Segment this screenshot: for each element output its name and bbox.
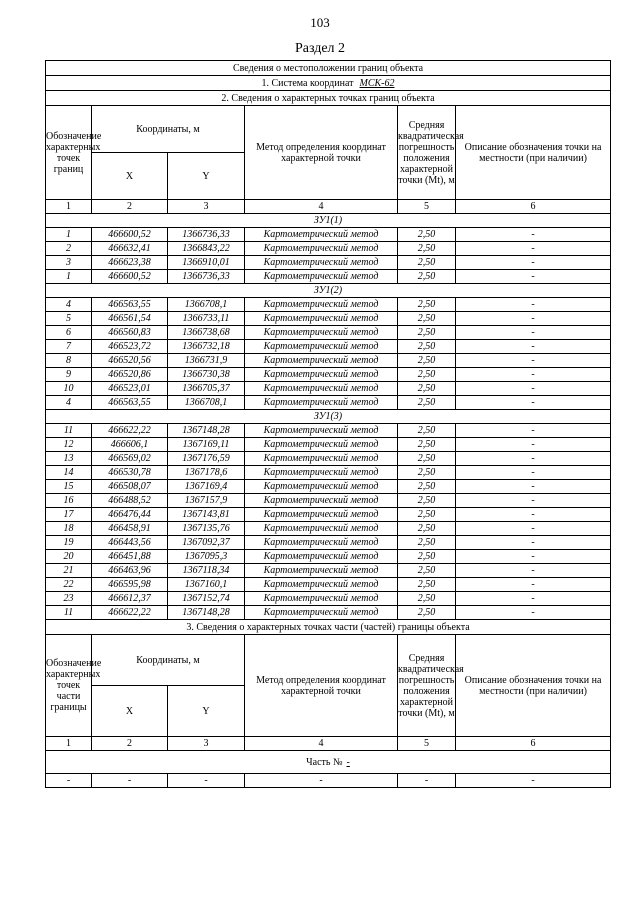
point-number-cell: 5 bbox=[46, 312, 92, 326]
part-header-accuracy: Средняя квадратическая погрешность положения характерной точки (Mt), м bbox=[398, 635, 456, 737]
description-cell: - bbox=[456, 592, 611, 606]
method-cell: Картометрический метод bbox=[245, 466, 398, 480]
accuracy-cell: 2,50 bbox=[398, 298, 456, 312]
header-x: X bbox=[92, 153, 168, 200]
point-number-cell: 9 bbox=[46, 368, 92, 382]
part-empty-cell: - bbox=[456, 774, 611, 788]
description-cell: - bbox=[456, 494, 611, 508]
y-coordinate-cell: 1367169,4 bbox=[168, 480, 245, 494]
y-coordinate-cell: 1367176,59 bbox=[168, 452, 245, 466]
point-number-cell: 4 bbox=[46, 298, 92, 312]
point-number-cell: 4 bbox=[46, 396, 92, 410]
x-coordinate-cell: 466523,01 bbox=[92, 382, 168, 396]
description-cell: - bbox=[456, 312, 611, 326]
parcel-group-row bbox=[46, 284, 611, 298]
part-number: - bbox=[346, 756, 350, 768]
column-number: 2 bbox=[92, 737, 168, 751]
description-cell: - bbox=[456, 354, 611, 368]
description-cell: - bbox=[456, 550, 611, 564]
description-cell: - bbox=[456, 368, 611, 382]
method-cell: Картометрический метод bbox=[245, 536, 398, 550]
y-coordinate-cell: 1366843,22 bbox=[168, 242, 245, 256]
point-number-cell: 23 bbox=[46, 592, 92, 606]
accuracy-cell: 2,50 bbox=[398, 382, 456, 396]
parcel-group-name: ЗУ1(2) bbox=[46, 284, 611, 298]
method-cell: Картометрический метод bbox=[245, 480, 398, 494]
accuracy-cell: 2,50 bbox=[398, 550, 456, 564]
method-cell: Картометрический метод bbox=[245, 424, 398, 438]
x-coordinate-cell: 466458,91 bbox=[92, 522, 168, 536]
x-coordinate-cell: 466632,41 bbox=[92, 242, 168, 256]
method-cell: Картометрический метод bbox=[245, 228, 398, 242]
section-3-title: 3. Сведения о характерных точках части (частей) границы объекта bbox=[46, 620, 611, 635]
column-number: 4 bbox=[245, 200, 398, 214]
part-empty-cell: - bbox=[46, 774, 92, 788]
page-number: 103 bbox=[310, 15, 330, 30]
section-2-title-row bbox=[46, 91, 611, 106]
table-row bbox=[46, 382, 611, 396]
x-coordinate-cell: 466523,72 bbox=[92, 340, 168, 354]
header-method: Метод определения координат характерной точки bbox=[245, 106, 398, 200]
description-cell: - bbox=[456, 466, 611, 480]
point-number-cell: 10 bbox=[46, 382, 92, 396]
header-y: Y bbox=[168, 153, 245, 200]
method-cell: Картометрический метод bbox=[245, 298, 398, 312]
method-cell: Картометрический метод bbox=[245, 494, 398, 508]
description-cell: - bbox=[456, 508, 611, 522]
point-number-cell: 16 bbox=[46, 494, 92, 508]
x-coordinate-cell: 466530,78 bbox=[92, 466, 168, 480]
description-cell: - bbox=[456, 606, 611, 620]
method-cell: Картометрический метод bbox=[245, 564, 398, 578]
accuracy-cell: 2,50 bbox=[398, 564, 456, 578]
column-number: 1 bbox=[46, 737, 92, 751]
x-coordinate-cell: 466569,02 bbox=[92, 452, 168, 466]
description-cell: - bbox=[456, 522, 611, 536]
method-cell: Картометрический метод bbox=[245, 396, 398, 410]
y-coordinate-cell: 1367169,11 bbox=[168, 438, 245, 452]
method-cell: Картометрический метод bbox=[245, 592, 398, 606]
x-coordinate-cell: 466508,07 bbox=[92, 480, 168, 494]
description-cell: - bbox=[456, 424, 611, 438]
accuracy-cell: 2,50 bbox=[398, 536, 456, 550]
x-coordinate-cell: 466622,22 bbox=[92, 606, 168, 620]
point-number-cell: 17 bbox=[46, 508, 92, 522]
point-number-cell: 1 bbox=[46, 228, 92, 242]
point-number-cell: 12 bbox=[46, 438, 92, 452]
point-number-cell: 14 bbox=[46, 466, 92, 480]
part-header-point-designation: Обозначение характерных точек части границы bbox=[46, 635, 92, 737]
coord-system-label: 1. Система координат bbox=[261, 77, 354, 89]
point-number-cell: 6 bbox=[46, 326, 92, 340]
header-point-designation: Обозначение характерных точек границ bbox=[46, 106, 92, 200]
part-column-numbers-row bbox=[46, 737, 611, 751]
point-number-cell: 18 bbox=[46, 522, 92, 536]
header-description: Описание обозначения точки на местности (при наличии) bbox=[456, 106, 611, 200]
description-cell: - bbox=[456, 438, 611, 452]
x-coordinate-cell: 466451,88 bbox=[92, 550, 168, 564]
accuracy-cell: 2,50 bbox=[398, 452, 456, 466]
x-coordinate-cell: 466476,44 bbox=[92, 508, 168, 522]
table-row bbox=[46, 368, 611, 382]
table-row bbox=[46, 494, 611, 508]
header-coordinates: Координаты, м bbox=[92, 106, 245, 153]
point-number-cell: 15 bbox=[46, 480, 92, 494]
accuracy-cell: 2,50 bbox=[398, 494, 456, 508]
table-row bbox=[46, 564, 611, 578]
point-number-cell: 22 bbox=[46, 578, 92, 592]
method-cell: Картометрический метод bbox=[245, 578, 398, 592]
accuracy-cell: 2,50 bbox=[398, 438, 456, 452]
header-accuracy: Средняя квадратическая погрешность положения характерной точки (Mt), м bbox=[398, 106, 456, 200]
x-coordinate-cell: 466520,86 bbox=[92, 368, 168, 382]
description-cell: - bbox=[456, 452, 611, 466]
method-cell: Картометрический метод bbox=[245, 326, 398, 340]
point-number-cell: 11 bbox=[46, 606, 92, 620]
method-cell: Картометрический метод bbox=[245, 382, 398, 396]
accuracy-cell: 2,50 bbox=[398, 508, 456, 522]
table-title-row bbox=[46, 61, 611, 76]
part-empty-cell: - bbox=[245, 774, 398, 788]
x-coordinate-cell: 466606,1 bbox=[92, 438, 168, 452]
table-row bbox=[46, 522, 611, 536]
y-coordinate-cell: 1367092,37 bbox=[168, 536, 245, 550]
point-number-cell: 2 bbox=[46, 242, 92, 256]
method-cell: Картометрический метод bbox=[245, 368, 398, 382]
x-coordinate-cell: 466488,52 bbox=[92, 494, 168, 508]
part-label-cell bbox=[46, 751, 611, 774]
y-coordinate-cell: 1366738,68 bbox=[168, 326, 245, 340]
column-number: 6 bbox=[456, 737, 611, 751]
table-row bbox=[46, 452, 611, 466]
part-empty-cell: - bbox=[92, 774, 168, 788]
method-cell: Картометрический метод bbox=[245, 256, 398, 270]
column-number: 3 bbox=[168, 737, 245, 751]
method-cell: Картометрический метод bbox=[245, 270, 398, 284]
x-coordinate-cell: 466463,96 bbox=[92, 564, 168, 578]
part-header-description: Описание обозначения точки на местности (при наличии) bbox=[456, 635, 611, 737]
accuracy-cell: 2,50 bbox=[398, 242, 456, 256]
part-label-row bbox=[46, 751, 611, 774]
part-empty-cell: - bbox=[398, 774, 456, 788]
y-coordinate-cell: 1366731,9 bbox=[168, 354, 245, 368]
y-coordinate-cell: 1366730,38 bbox=[168, 368, 245, 382]
accuracy-cell: 2,50 bbox=[398, 270, 456, 284]
x-coordinate-cell: 466561,54 bbox=[92, 312, 168, 326]
y-coordinate-cell: 1367148,28 bbox=[168, 424, 245, 438]
part-header-method: Метод определения координат характерной точки bbox=[245, 635, 398, 737]
y-coordinate-cell: 1367118,34 bbox=[168, 564, 245, 578]
part-empty-row bbox=[46, 774, 611, 788]
accuracy-cell: 2,50 bbox=[398, 354, 456, 368]
y-coordinate-cell: 1366708,1 bbox=[168, 298, 245, 312]
x-coordinate-cell: 466520,56 bbox=[92, 354, 168, 368]
accuracy-cell: 2,50 bbox=[398, 522, 456, 536]
column-number: 5 bbox=[398, 200, 456, 214]
accuracy-cell: 2,50 bbox=[398, 256, 456, 270]
table-row bbox=[46, 550, 611, 564]
parcel-group-row bbox=[46, 214, 611, 228]
table-row bbox=[46, 508, 611, 522]
header-row-top bbox=[46, 106, 611, 153]
method-cell: Картометрический метод bbox=[245, 550, 398, 564]
description-cell: - bbox=[456, 298, 611, 312]
section-2-title: 2. Сведения о характерных точках границ объекта bbox=[46, 91, 611, 106]
description-cell: - bbox=[456, 242, 611, 256]
part-label: Часть № bbox=[306, 756, 343, 768]
table-row bbox=[46, 536, 611, 550]
part-header-y: Y bbox=[168, 686, 245, 737]
description-cell: - bbox=[456, 480, 611, 494]
method-cell: Картометрический метод bbox=[245, 606, 398, 620]
table-row bbox=[46, 592, 611, 606]
table-row bbox=[46, 424, 611, 438]
accuracy-cell: 2,50 bbox=[398, 466, 456, 480]
point-number-cell: 8 bbox=[46, 354, 92, 368]
y-coordinate-cell: 1367143,81 bbox=[168, 508, 245, 522]
table-row bbox=[46, 606, 611, 620]
column-number: 6 bbox=[456, 200, 611, 214]
accuracy-cell: 2,50 bbox=[398, 480, 456, 494]
method-cell: Картометрический метод bbox=[245, 242, 398, 256]
table-row bbox=[46, 578, 611, 592]
accuracy-cell: 2,50 bbox=[398, 606, 456, 620]
coord-system-cell bbox=[46, 76, 611, 91]
y-coordinate-cell: 1366732,18 bbox=[168, 340, 245, 354]
coord-system-row bbox=[46, 76, 611, 91]
boundary-table bbox=[45, 60, 611, 788]
description-cell: - bbox=[456, 256, 611, 270]
table-title: Сведения о местоположении границ объекта bbox=[46, 61, 611, 76]
accuracy-cell: 2,50 bbox=[398, 578, 456, 592]
parcel-group-name: ЗУ1(3) bbox=[46, 410, 611, 424]
y-coordinate-cell: 1366708,1 bbox=[168, 396, 245, 410]
description-cell: - bbox=[456, 340, 611, 354]
section-title: Раздел 2 bbox=[294, 41, 346, 56]
table-row bbox=[46, 466, 611, 480]
y-coordinate-cell: 1367178,6 bbox=[168, 466, 245, 480]
table-row bbox=[46, 270, 611, 284]
point-number-cell: 13 bbox=[46, 452, 92, 466]
description-cell: - bbox=[456, 326, 611, 340]
part-header-coordinates: Координаты, м bbox=[92, 635, 245, 686]
y-coordinate-cell: 1366736,33 bbox=[168, 270, 245, 284]
table-row bbox=[46, 340, 611, 354]
y-coordinate-cell: 1367148,28 bbox=[168, 606, 245, 620]
x-coordinate-cell: 466622,22 bbox=[92, 424, 168, 438]
accuracy-cell: 2,50 bbox=[398, 312, 456, 326]
point-number-cell: 20 bbox=[46, 550, 92, 564]
y-coordinate-cell: 1367095,3 bbox=[168, 550, 245, 564]
part-header-x: X bbox=[92, 686, 168, 737]
x-coordinate-cell: 466612,37 bbox=[92, 592, 168, 606]
table-row bbox=[46, 298, 611, 312]
x-coordinate-cell: 466443,56 bbox=[92, 536, 168, 550]
coord-system-value: МСК-62 bbox=[359, 77, 395, 89]
description-cell: - bbox=[456, 536, 611, 550]
accuracy-cell: 2,50 bbox=[398, 340, 456, 354]
description-cell: - bbox=[456, 578, 611, 592]
table-row bbox=[46, 242, 611, 256]
column-number: 4 bbox=[245, 737, 398, 751]
y-coordinate-cell: 1367160,1 bbox=[168, 578, 245, 592]
x-coordinate-cell: 466600,52 bbox=[92, 228, 168, 242]
accuracy-cell: 2,50 bbox=[398, 368, 456, 382]
parcel-group-row bbox=[46, 410, 611, 424]
column-number: 2 bbox=[92, 200, 168, 214]
method-cell: Картометрический метод bbox=[245, 452, 398, 466]
accuracy-cell: 2,50 bbox=[398, 424, 456, 438]
description-cell: - bbox=[456, 396, 611, 410]
description-cell: - bbox=[456, 270, 611, 284]
table-row bbox=[46, 228, 611, 242]
point-number-cell: 21 bbox=[46, 564, 92, 578]
table-row bbox=[46, 396, 611, 410]
table-row bbox=[46, 312, 611, 326]
section-3-title-row bbox=[46, 620, 611, 635]
y-coordinate-cell: 1366910,01 bbox=[168, 256, 245, 270]
method-cell: Картометрический метод bbox=[245, 508, 398, 522]
column-number: 5 bbox=[398, 737, 456, 751]
method-cell: Картометрический метод bbox=[245, 438, 398, 452]
column-number: 3 bbox=[168, 200, 245, 214]
method-cell: Картометрический метод bbox=[245, 354, 398, 368]
point-number-cell: 11 bbox=[46, 424, 92, 438]
y-coordinate-cell: 1366733,11 bbox=[168, 312, 245, 326]
description-cell: - bbox=[456, 228, 611, 242]
description-cell: - bbox=[456, 564, 611, 578]
x-coordinate-cell: 466563,55 bbox=[92, 396, 168, 410]
x-coordinate-cell: 466595,98 bbox=[92, 578, 168, 592]
table-row bbox=[46, 438, 611, 452]
table-row bbox=[46, 480, 611, 494]
method-cell: Картометрический метод bbox=[245, 340, 398, 354]
x-coordinate-cell: 466600,52 bbox=[92, 270, 168, 284]
point-number-cell: 1 bbox=[46, 270, 92, 284]
part-header-row-top bbox=[46, 635, 611, 686]
y-coordinate-cell: 1367157,9 bbox=[168, 494, 245, 508]
x-coordinate-cell: 466560,83 bbox=[92, 326, 168, 340]
point-number-cell: 19 bbox=[46, 536, 92, 550]
parcel-group-name: ЗУ1(1) bbox=[46, 214, 611, 228]
y-coordinate-cell: 1367152,74 bbox=[168, 592, 245, 606]
method-cell: Картометрический метод bbox=[245, 312, 398, 326]
x-coordinate-cell: 466563,55 bbox=[92, 298, 168, 312]
part-empty-cell: - bbox=[168, 774, 245, 788]
table-row bbox=[46, 256, 611, 270]
y-coordinate-cell: 1366736,33 bbox=[168, 228, 245, 242]
x-coordinate-cell: 466623,38 bbox=[92, 256, 168, 270]
point-number-cell: 3 bbox=[46, 256, 92, 270]
point-number-cell: 7 bbox=[46, 340, 92, 354]
description-cell: - bbox=[456, 382, 611, 396]
accuracy-cell: 2,50 bbox=[398, 326, 456, 340]
method-cell: Картометрический метод bbox=[245, 522, 398, 536]
accuracy-cell: 2,50 bbox=[398, 228, 456, 242]
accuracy-cell: 2,50 bbox=[398, 396, 456, 410]
y-coordinate-cell: 1367135,76 bbox=[168, 522, 245, 536]
column-numbers-row bbox=[46, 200, 611, 214]
table-row bbox=[46, 354, 611, 368]
y-coordinate-cell: 1366705,37 bbox=[168, 382, 245, 396]
table-row bbox=[46, 326, 611, 340]
column-number: 1 bbox=[46, 200, 92, 214]
accuracy-cell: 2,50 bbox=[398, 592, 456, 606]
